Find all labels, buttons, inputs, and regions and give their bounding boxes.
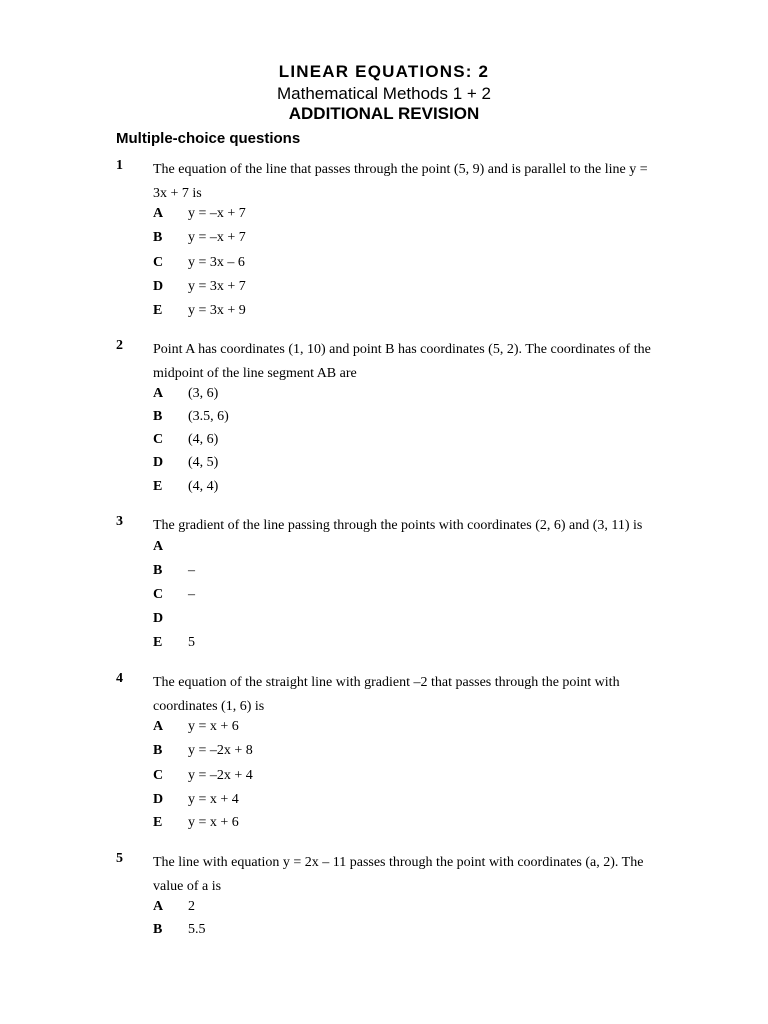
option-value: (4, 4) — [188, 479, 219, 494]
option-value: y = x + 6 — [188, 815, 239, 830]
option-value: (4, 5) — [188, 455, 219, 470]
option-letter: D — [153, 279, 164, 294]
option-letter: B — [153, 230, 163, 245]
option-value: y = –x + 7 — [188, 230, 246, 245]
option-value: (4, 6) — [188, 432, 219, 447]
option-value: 5.5 — [188, 922, 206, 937]
option-value: y = –2x + 8 — [188, 743, 253, 758]
option-letter: B — [153, 743, 163, 758]
option-value: (3.5, 6) — [188, 409, 229, 424]
option-letter: D — [153, 792, 164, 807]
option-value: 2 — [188, 899, 195, 914]
option-value: (3, 6) — [188, 386, 219, 401]
section-heading: Multiple-choice questions — [116, 130, 301, 147]
option-letter: D — [153, 455, 164, 470]
option-letter: C — [153, 255, 164, 270]
option-value: y = 3x + 9 — [188, 303, 246, 318]
option-letter: A — [153, 539, 164, 554]
question-text: The equation of the straight line with gradient –2 that passes through the point with coordinates (1, 6) is — [153, 675, 620, 714]
option-letter: E — [153, 479, 163, 494]
option-letter: E — [153, 635, 163, 650]
option-letter: C — [153, 768, 164, 783]
option-value: y = –2x + 4 — [188, 768, 253, 783]
question-number: 5 — [116, 851, 123, 866]
option-letter: D — [153, 611, 164, 626]
option-value: y = 3x – 6 — [188, 255, 245, 270]
revision-heading: ADDITIONAL REVISION — [288, 104, 480, 123]
option-letter: A — [153, 719, 164, 734]
question-text: The line with equation y = 2x – 11 passes through the point with coordinates (a, 2). The value of a is — [153, 855, 644, 894]
option-letter: C — [153, 432, 164, 447]
option-letter: B — [153, 409, 163, 424]
option-letter: A — [153, 386, 164, 401]
option-letter: A — [153, 899, 164, 914]
option-letter: E — [153, 815, 163, 830]
option-letter: B — [153, 563, 163, 578]
question-number: 1 — [116, 158, 123, 173]
question-text: The gradient of the line passing through the points with coordinates (2, 6) and (3, 11) is — [153, 518, 643, 533]
question-text: The equation of the line that passes through the point (5, 9) and is parallel to the line y = 3x + 7 is — [153, 162, 648, 201]
option-letter: B — [153, 922, 163, 937]
question-text: Point A has coordinates (1, 10) and point B has coordinates (5, 2). The coordinates of the midpoint of the line segment AB are — [153, 342, 651, 381]
option-value: y = x + 4 — [188, 792, 239, 807]
option-value: y = 3x + 7 — [188, 279, 246, 294]
option-value: 5 — [188, 635, 195, 650]
option-value: y = x + 6 — [188, 719, 239, 734]
option-letter: C — [153, 587, 164, 602]
question-number: 4 — [116, 671, 123, 686]
course-subtitle: Mathematical Methods 1 + 2 — [276, 84, 492, 103]
option-letter: A — [153, 206, 164, 221]
question-number: 2 — [116, 338, 123, 353]
option-value: – — [188, 587, 195, 602]
option-value: y = –x + 7 — [188, 206, 246, 221]
question-number: 3 — [116, 514, 123, 529]
document-title: LINEAR EQUATIONS: 2 — [278, 62, 490, 81]
option-value: – — [188, 563, 195, 578]
option-letter: E — [153, 303, 163, 318]
